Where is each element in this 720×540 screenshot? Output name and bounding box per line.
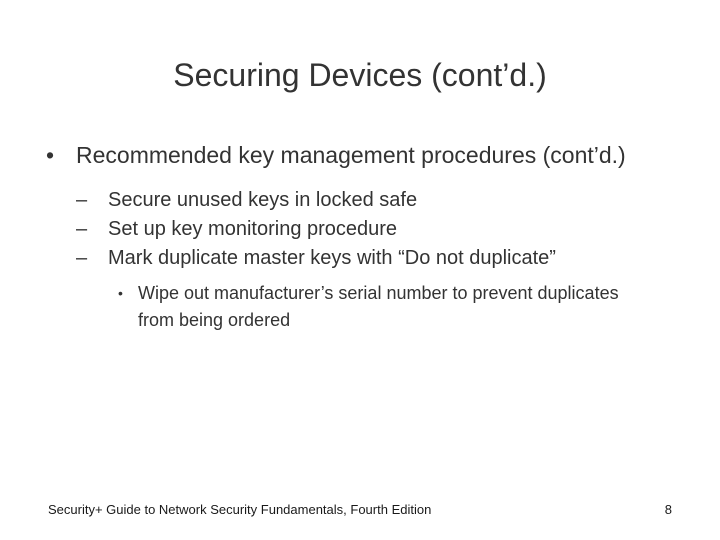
page-number: 8: [664, 502, 672, 517]
dash-icon: –: [76, 218, 88, 240]
sub-bullet-text: Mark duplicate master keys with “Do not duplicate”: [108, 247, 556, 269]
dash-icon: –: [76, 189, 88, 211]
sub-sub-bullet-list: [76, 280, 686, 334]
bullet-icon: •: [118, 285, 123, 301]
slide-content: [46, 140, 686, 334]
sub-bullet-item: [76, 215, 686, 244]
sub-bullet-item: [76, 186, 686, 215]
bullet-text: Recommended key management procedures (cont’d.): [76, 142, 626, 168]
slide-title: Securing Devices (cont’d.): [173, 57, 547, 93]
sub-bullet-list: [46, 186, 686, 334]
sub-sub-bullet-item: [116, 280, 638, 334]
dash-icon: –: [76, 247, 88, 269]
bullet-item-level1: [46, 140, 686, 170]
footer-source: Security+ Guide to Network Security Fundamentals, Fourth Edition: [48, 502, 432, 517]
bullet-icon: •: [46, 142, 55, 168]
sub-bullet-item: [76, 244, 686, 273]
sub-bullet-text: Secure unused keys in locked safe: [108, 189, 418, 211]
sub-bullet-text: Set up key monitoring procedure: [108, 218, 398, 240]
sub-sub-bullet-text: Wipe out manufacturer’s serial number to prevent duplicates from being ordered: [138, 283, 619, 330]
